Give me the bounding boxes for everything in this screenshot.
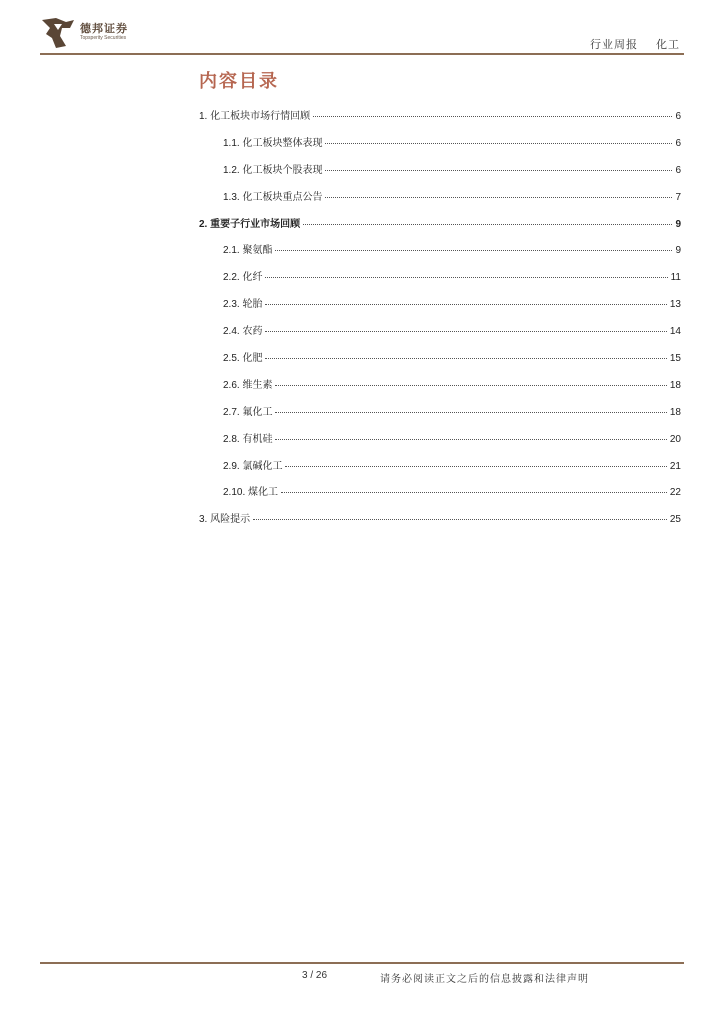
- toc-entry[interactable]: [199, 134, 681, 161]
- toc-entry[interactable]: [199, 510, 681, 537]
- toc-leader-dots: [313, 116, 672, 117]
- toc-leader-dots: [275, 385, 666, 386]
- toc-entry-label: 2.2. 化纤: [223, 272, 263, 284]
- toc-leader-dots: [265, 277, 667, 278]
- toc-entry-page: 25: [669, 514, 681, 526]
- toc-entry[interactable]: [199, 295, 681, 322]
- header-divider: [40, 53, 684, 55]
- table-of-contents: [199, 107, 681, 537]
- toc-entry[interactable]: [199, 483, 681, 510]
- toc-title: 内容目录: [199, 71, 279, 91]
- toc-leader-dots: [275, 412, 666, 413]
- toc-entry-page: 18: [669, 379, 681, 391]
- toc-leader-dots: [303, 224, 672, 225]
- toc-leader-dots: [275, 439, 666, 440]
- toc-entry-page: 6: [675, 111, 681, 122]
- toc-entry-label: 2.1. 聚氨酯: [223, 245, 273, 257]
- company-name-en: Topsperity Securities: [80, 35, 127, 41]
- toc-entry-label: 2.9. 氯碱化工: [223, 460, 283, 472]
- toc-leader-dots: [265, 331, 666, 332]
- toc-entry-label: 3. 风险提示: [199, 514, 251, 526]
- toc-leader-dots: [275, 250, 672, 251]
- toc-entry[interactable]: [199, 349, 681, 376]
- toc-entry-page: 9: [675, 245, 681, 257]
- toc-entry[interactable]: [199, 268, 681, 295]
- toc-entry-page: 22: [669, 487, 681, 499]
- toc-leader-dots: [265, 358, 666, 359]
- toc-entry-label: 1.3. 化工板块重点公告: [223, 191, 323, 203]
- toc-entry-page: 7: [675, 191, 681, 203]
- toc-entry-page: 18: [669, 406, 681, 418]
- toc-leader-dots: [281, 492, 667, 493]
- toc-entry[interactable]: [199, 376, 681, 403]
- toc-entry-label: 2.7. 氟化工: [223, 406, 273, 418]
- toc-entry-label: 2.6. 维生素: [223, 379, 273, 391]
- toc-entry-page: 6: [675, 137, 681, 149]
- toc-entry[interactable]: [199, 215, 681, 242]
- toc-leader-dots: [325, 143, 672, 144]
- toc-entry[interactable]: [199, 430, 681, 457]
- toc-entry-label: 1. 化工板块市场行情回顾: [199, 111, 311, 122]
- toc-entry[interactable]: [199, 241, 681, 268]
- toc-leader-dots: [265, 304, 666, 305]
- toc-entry-label: 1.1. 化工板块整体表现: [223, 137, 323, 149]
- company-logo: [40, 16, 150, 52]
- toc-leader-dots: [325, 170, 672, 171]
- toc-entry-label: 2.8. 有机硅: [223, 433, 273, 445]
- toc-entry-label: 2.10. 煤化工: [223, 487, 279, 499]
- toc-entry[interactable]: [199, 188, 681, 215]
- page-indicator: 3 / 26: [302, 970, 328, 981]
- footer-divider: [40, 962, 684, 964]
- footer-disclaimer: 请务必阅读正文之后的信息披露和法律声明: [380, 974, 589, 985]
- report-type: 行业周报: [590, 39, 638, 51]
- toc-entry-label: 2.4. 农药: [223, 326, 263, 338]
- toc-entry-label: 1.2. 化工板块个股表现: [223, 164, 323, 176]
- toc-entry-page: 6: [675, 164, 681, 176]
- logo-mark-icon: [40, 16, 76, 50]
- toc-entry-page: 14: [669, 326, 681, 338]
- toc-entry[interactable]: [199, 403, 681, 430]
- toc-entry-page: 20: [669, 433, 681, 445]
- toc-entry-page: 11: [670, 272, 681, 284]
- toc-entry-page: 9: [675, 218, 681, 230]
- report-meta: [590, 36, 680, 52]
- toc-entry[interactable]: [199, 107, 681, 134]
- toc-leader-dots: [253, 519, 667, 520]
- toc-entry-label: 2.5. 化肥: [223, 353, 263, 365]
- toc-entry-page: 21: [669, 460, 681, 472]
- toc-entry-label: 2.3. 轮胎: [223, 299, 263, 311]
- toc-leader-dots: [285, 466, 666, 467]
- toc-entry-label: 2. 重要子行业市场回顾: [199, 218, 301, 230]
- industry-label: 化工: [656, 39, 680, 51]
- toc-entry[interactable]: [199, 161, 681, 188]
- toc-entry-page: 13: [669, 299, 681, 311]
- toc-entry-page: 15: [669, 353, 681, 365]
- toc-leader-dots: [325, 197, 672, 198]
- company-name: 德邦证券: [80, 23, 128, 35]
- toc-entry[interactable]: [199, 457, 681, 484]
- toc-entry[interactable]: [199, 322, 681, 349]
